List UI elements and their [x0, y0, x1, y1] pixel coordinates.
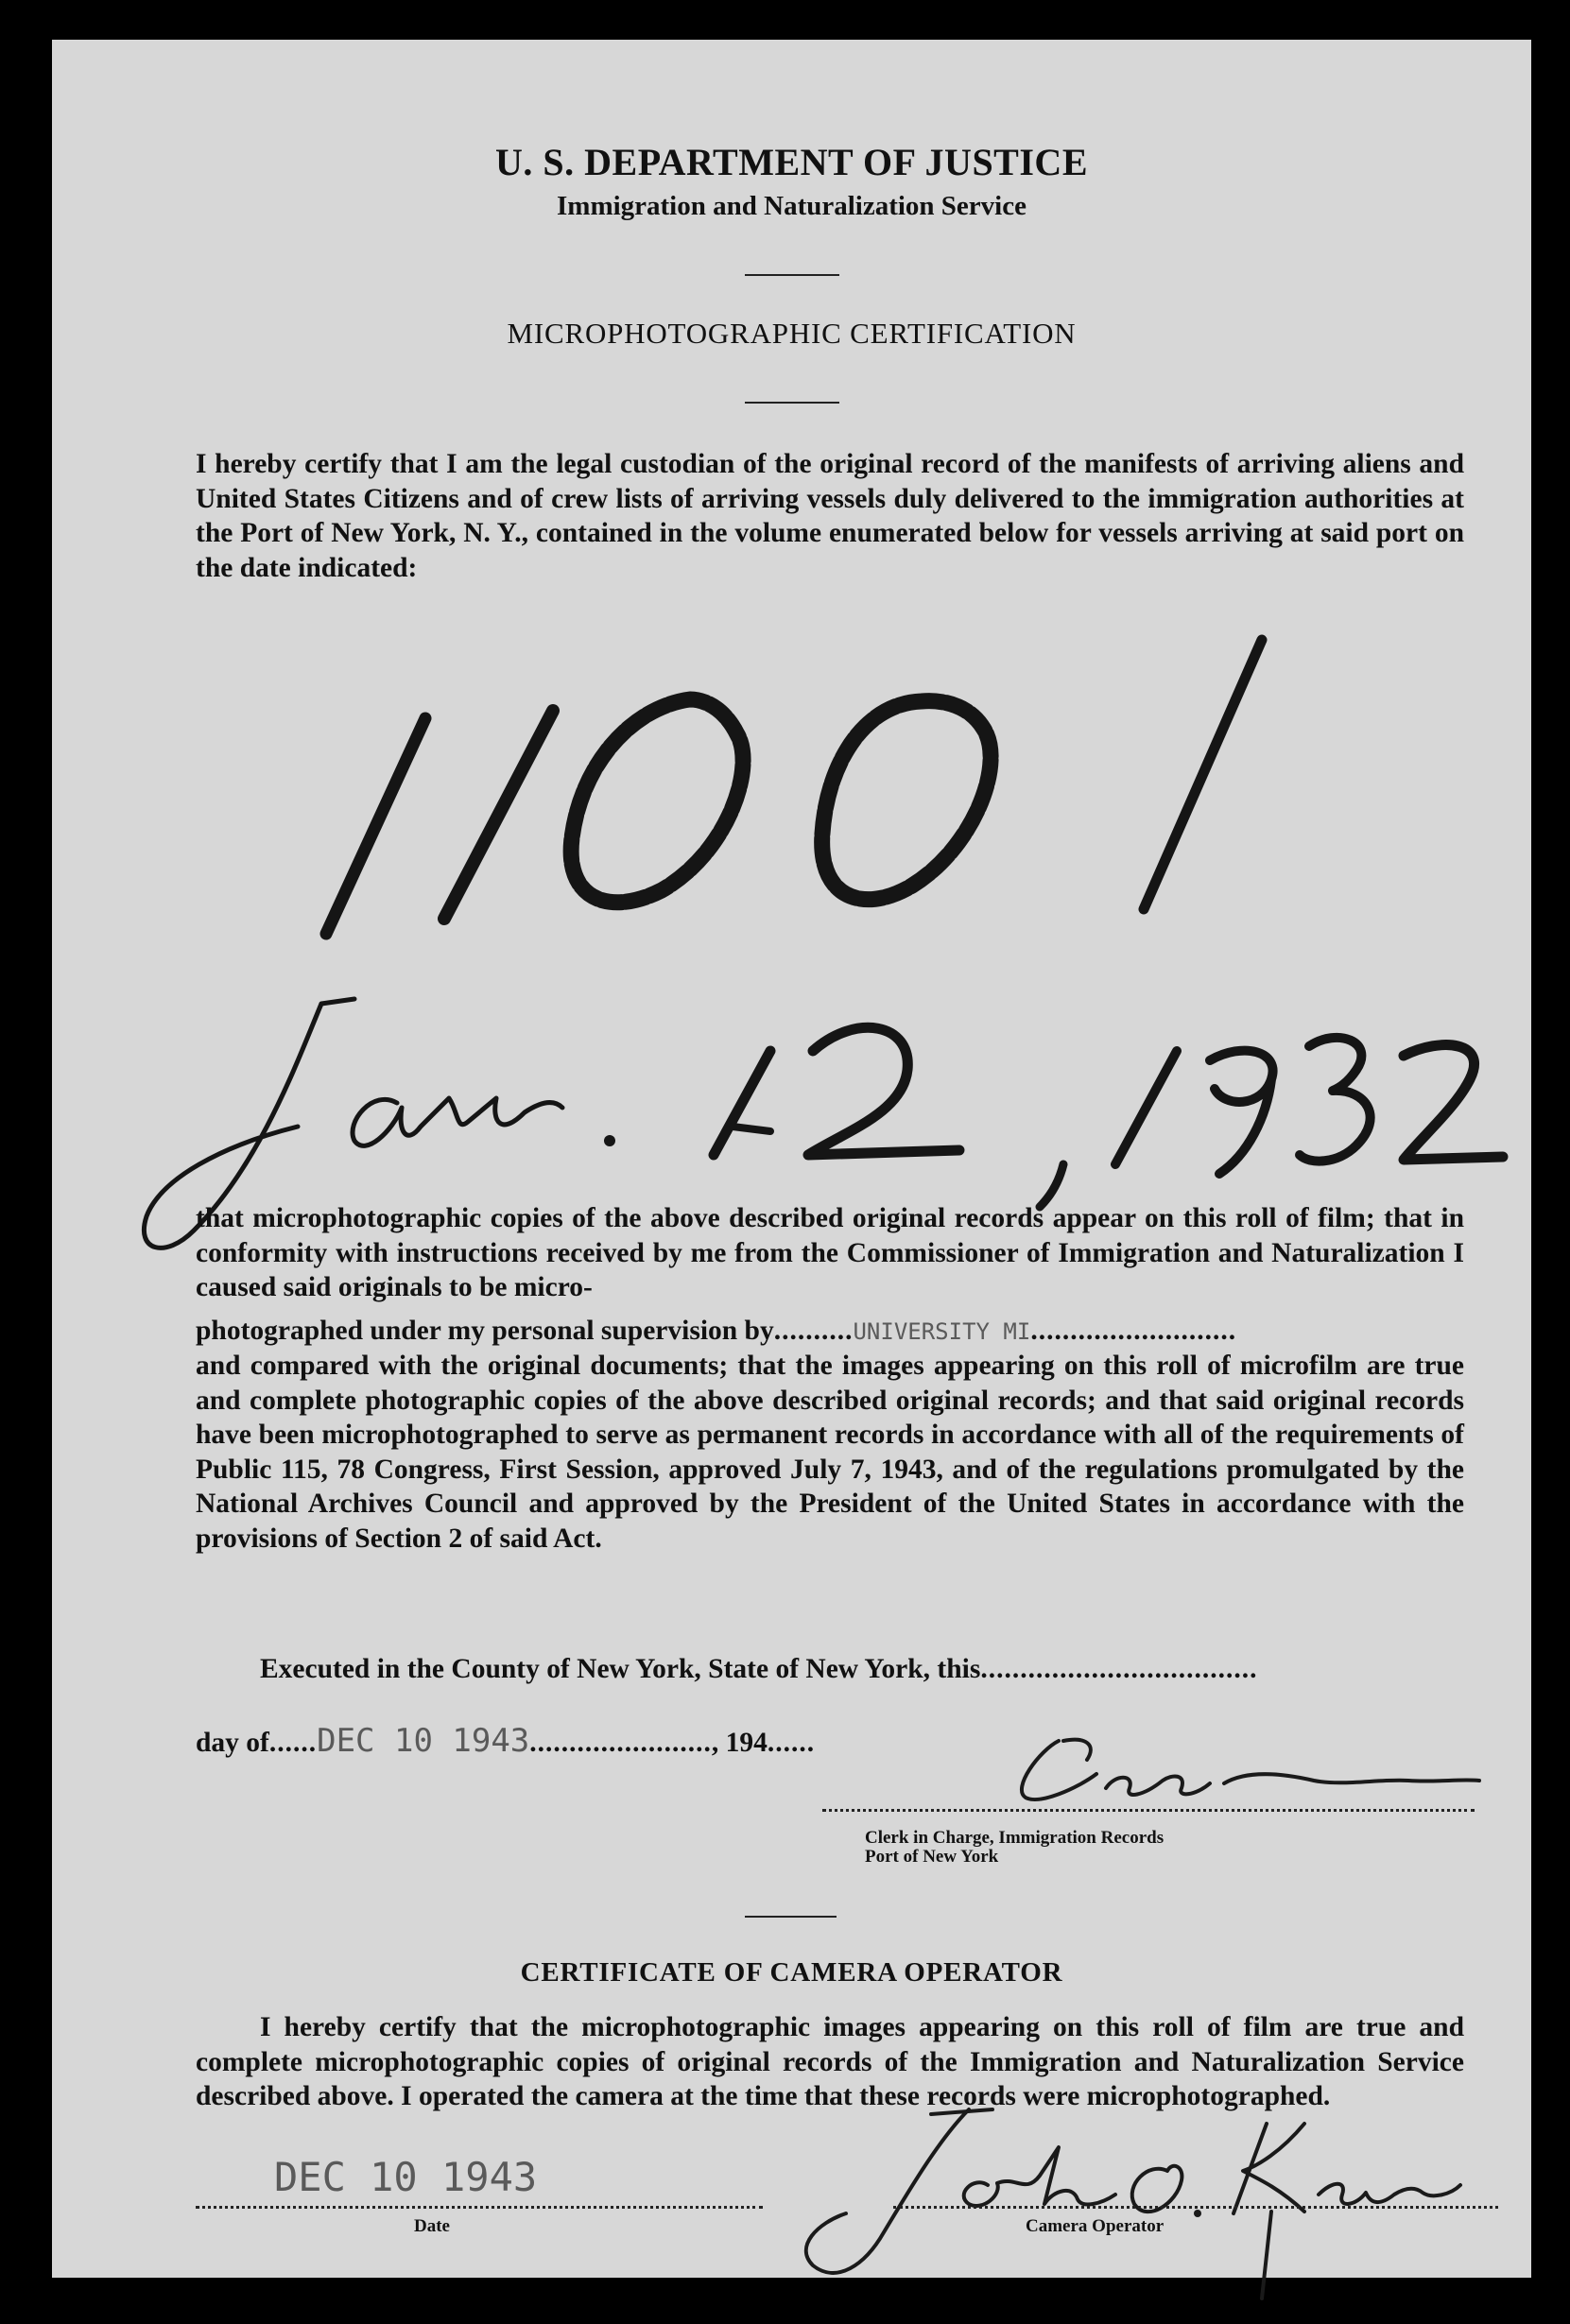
clerk-title — [865, 1829, 1164, 1867]
department-heading: U. S. DEPARTMENT OF JUSTICE — [495, 141, 1088, 183]
day-of-dots-end: ....................... — [529, 1728, 712, 1758]
day-of-label: day of — [196, 1728, 269, 1758]
clerk-title-line-1: Clerk in Charge, Immigration Records — [865, 1828, 1165, 1848]
certificate-page — [52, 40, 1531, 2278]
operator-signature-line — [893, 2206, 1498, 2209]
operator-label: Camera Operator — [1026, 2216, 1165, 2236]
title-divider — [745, 402, 839, 404]
day-of-date-stamp: DEC 10 1943 — [317, 1722, 530, 1760]
supervision-dots: .......... — [773, 1316, 854, 1346]
executed-dots: ................................... — [980, 1654, 1258, 1684]
section-divider — [745, 1916, 837, 1918]
camera-operator-signature — [789, 2072, 1489, 2289]
camera-operator-text: I hereby certify that the microphotographic images appearing on this roll of film are true and complete microphotographic copies of original records of the Immigration and Naturalization Service described above. I operated the camera at the time that these records were microphotographed. — [196, 2012, 1464, 2111]
operator-date-label: Date — [414, 2216, 450, 2236]
operator-date-stamp: DEC 10 1943 — [274, 2154, 538, 2200]
certification-body-2: and compared with the original documents; that the images appearing on this roll of microfilm are true and complete photographic copies of the above described original records; and that said original records have been microphotographed to serve as permanent records in accordance with all of the requirements of Public 115, 78 Congress, First Session, approved July 7, 1943, and of the regulations promulgated by the National Archives Council and approved by the President of the United States in accordance with the provisions of Section 2 of said Act. — [196, 1351, 1464, 1554]
operator-date-line — [196, 2206, 763, 2209]
certification-body-1: that microphotographic copies of the above described original records appear on this roll of film; that in conformity with instructions received by me from the Commissioner of Immigration and Naturalization I caused said originals to be micro- — [196, 1203, 1464, 1302]
clerk-title-line-2: Port of New York — [865, 1847, 999, 1867]
microfilm-company-stamp: UNIVERSITY MI — [853, 1318, 1031, 1345]
executed-text: Executed in the County of New York, State of New York, this — [260, 1654, 981, 1684]
certification-title: MICROPHOTOGRAPHIC CERTIFICATION — [507, 317, 1077, 350]
supervision-prefix: photographed under my personal supervision by — [196, 1316, 774, 1346]
executed-line — [260, 1652, 1464, 1687]
clerk-signature — [974, 1722, 1484, 1816]
year-dots: ...... — [767, 1728, 816, 1758]
camera-operator-title: CERTIFICATE OF CAMERA OPERATOR — [520, 1957, 1063, 1988]
day-of-dots: ...... — [268, 1728, 318, 1758]
service-subheading: Immigration and Naturalization Service — [557, 191, 1027, 221]
certification-intro: I hereby certify that I am the legal custodian of the original record of the manifests of arriving aliens and United States Citizens and of crew lists of arriving vessels duly delivered to the immigration authorities at the Port of New York, N. Y., contained in the volume enumerated below for vessels arriving at said port on the date indicated: — [196, 449, 1464, 583]
heading-divider — [745, 274, 839, 276]
year-prefix: , 194 — [711, 1728, 768, 1758]
supervision-dots-end: .......................... — [1030, 1316, 1237, 1346]
clerk-signature-line — [822, 1809, 1475, 1812]
handwritten-volume-number — [260, 645, 1262, 966]
supervision-line — [196, 1314, 1464, 1350]
